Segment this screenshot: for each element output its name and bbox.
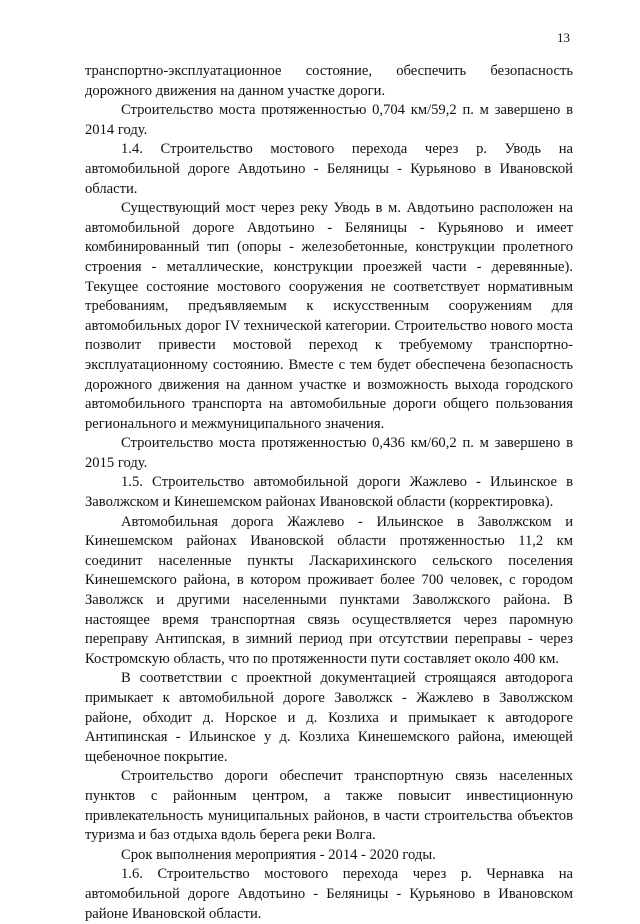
paragraph: Строительство моста протяженностью 0,704 км/59,2 п. м завершено в 2014 году.	[85, 102, 573, 138]
section-heading: 1.5. Строительство автомобильной дороги Жажлево - Ильинское в Заволжском и Кинешемском районах Ивановской области (корректировка).	[85, 474, 573, 511]
paragraph: Автомобильная дорога Жажлево - Ильинское в Заволжском и Кинешемском районах Ивановской области протяженностью 11,2 км соединит населенные пункты Ласкарихинского сельского поселения Кинешемского района, в котором проживает более 700 человек, с городом Заволжск и другими населенными пунктами Заволжского района. В настоящее время транспортная связь осуществляется через паромную переправу Антипская, в зимний период при отсутствии переправы - через Костромскую область, что по протяженности пути составляет около 400 км.	[85, 513, 573, 667]
paragraph: В соответствии с проектной документацией строящаяся автодорога примыкает к автомобильной дороге Заволжск - Жажлево в Заволжском районе, обходит д. Норское и д. Козлиха и примыкает к автодороге Антипинская - Ильинское у д. Козлиха Кинешемского района, имеющей щебеночное покрытие.	[85, 670, 573, 765]
paragraph: Строительство моста протяженностью 0,436 км/60,2 п. м завершено в 2015 году.	[85, 435, 573, 471]
section-heading: 1.4. Строительство мостового перехода через р. Уводь на автомобильной дороге Авдотьино - Беляницы - Курьяново в Ивановской области.	[85, 141, 573, 197]
paragraph: Строительство дороги обеспечит транспортную связь населенных пунктов с районным центром, а также повысит инвестиционную привлекательность муниципальных районов, в части строительства объектов туризма и баз отдыха вдоль берега реки Волга.	[85, 768, 573, 844]
page-number: 13	[557, 30, 570, 45]
paragraph: транспортно-эксплуатационное состояние, обеспечить безопасность дорожного движения на данном участке дороги.	[85, 63, 573, 99]
paragraph: Существующий мост через реку Уводь в м. Авдотьино расположен на автомобильной дороге Авдотьино - Беляницы - Курьяново и имеет комбинированный тип (опоры - железобетонные, конструкции пролетного строения - металлические, конструкции проезжей части - деревянные). Текущее состояние мостового сооружения не соответствует нормативным требованиям, предъявляемым к искусственным сооружениям для автомобильных дорог IV технической категории. Строительство нового моста позволит привести мостовой переход к требуемому транспортно-эксплуатационному состоянию. Вместе с тем будет обеспечена безопасность дорожного движения на данном участке и возможность выхода городского автомобильного транспорта на автомобильные дороги общего пользования регионального и межмуниципального значения.	[85, 200, 573, 432]
document-body	[85, 62, 573, 924]
section-heading: 1.6. Строительство мостового перехода через р. Чернавка на автомобильной дороге Авдотьино - Беляницы - Курьяново в Ивановском районе Ивановской области.	[85, 866, 573, 922]
paragraph: Срок выполнения мероприятия - 2014 - 2020 годы.	[121, 846, 436, 863]
